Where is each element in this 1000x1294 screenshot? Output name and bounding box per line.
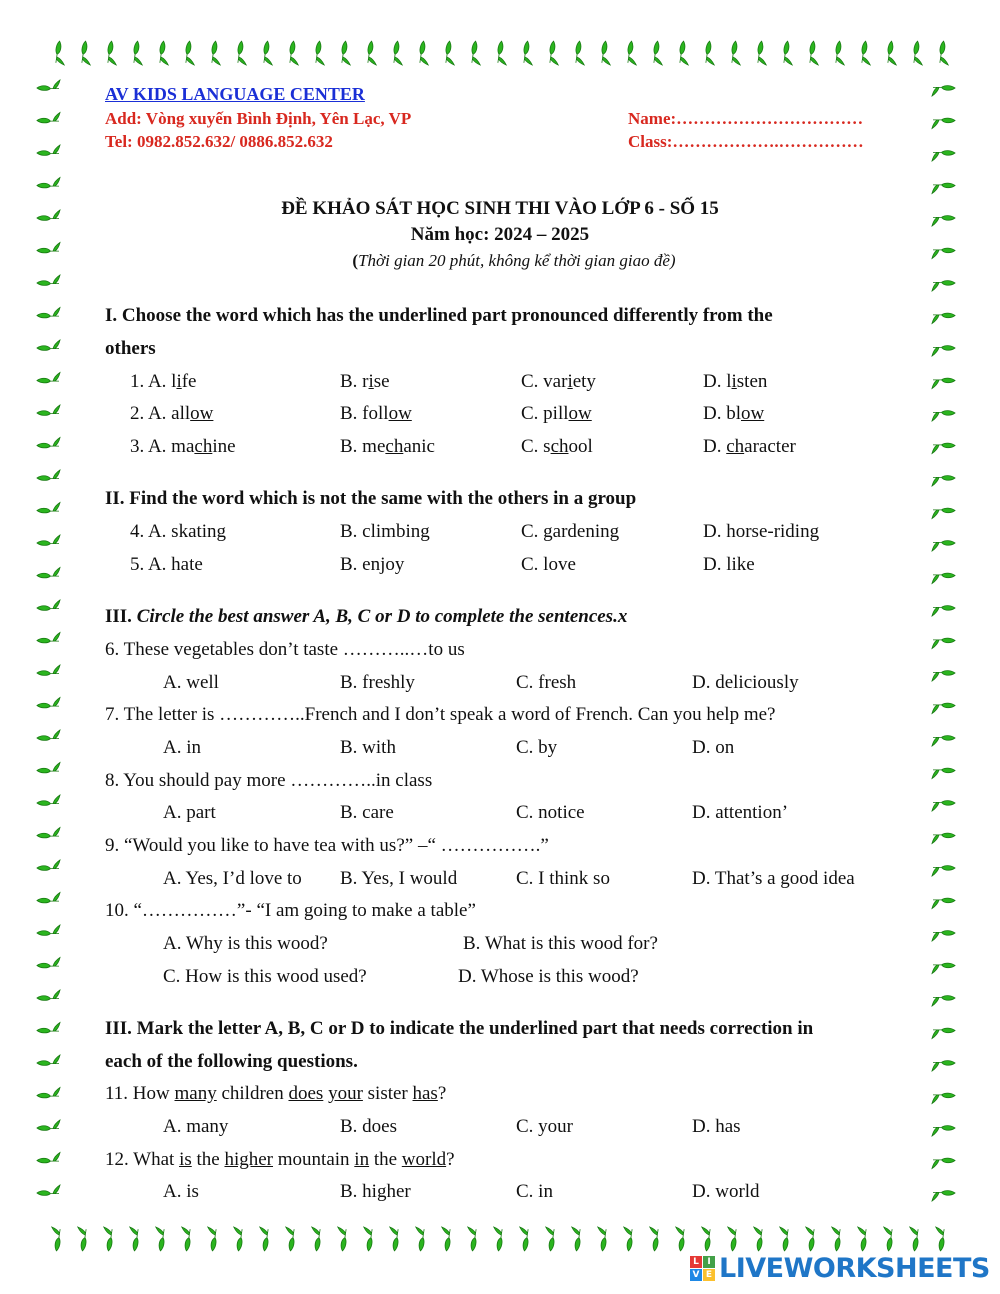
q8-option-b[interactable]: B. care [340, 802, 394, 823]
logo-letter: V [690, 1269, 702, 1281]
q10-option-b[interactable]: B. What is this wood for? [463, 933, 658, 954]
q5-option-d[interactable]: D. like [703, 554, 755, 575]
q4-option-b[interactable]: B. climbing [340, 521, 430, 542]
leaf-ornament [231, 1227, 244, 1251]
leaf-ornament [855, 1227, 868, 1251]
leaf-ornament [777, 1227, 790, 1251]
leaf-ornament [522, 41, 535, 65]
leaf-ornament [361, 1227, 374, 1251]
leaf-ornament [932, 996, 955, 1006]
leaf-ornament [751, 1227, 764, 1251]
q6-text: 6. These vegetables don’t taste ………..…to us [105, 639, 465, 660]
section-2-heading: II. Find the word which is not the same with the others in a group [105, 488, 637, 509]
q3-option-a[interactable]: 3. A. machine [130, 436, 236, 457]
leaf-ornament [37, 275, 60, 285]
logo-letter: L [690, 1256, 702, 1268]
leaf-ornament [569, 1227, 582, 1251]
logo-letter: E [703, 1269, 715, 1281]
leaf-ornament [932, 833, 955, 843]
q6-option-c[interactable]: C. fresh [516, 672, 577, 693]
q7-text: 7. The letter is …………..French and I don’t speak a word of French. Can you help me? [105, 704, 776, 725]
leaf-ornament [413, 1227, 426, 1251]
leaf-ornament [932, 281, 955, 291]
leaf-ornament [37, 633, 60, 643]
leaf-ornament [756, 41, 769, 65]
leaf-ornament [37, 893, 60, 903]
leaf-ornament [932, 573, 955, 583]
q4-option-a[interactable]: 4. A. skating [130, 521, 227, 542]
time-note [0, 251, 1000, 271]
leaf-ornament [932, 346, 955, 356]
leaf-ornament [37, 1153, 60, 1163]
section-1-heading-line2: others [105, 338, 156, 359]
q10-option-c[interactable]: C. How is this wood used? [163, 966, 367, 987]
q11-text: 11. How many children does your sister has? [105, 1083, 447, 1104]
leaf-ornament [621, 1227, 634, 1251]
leaf-ornament [626, 41, 639, 65]
q7-option-c[interactable]: C. by [516, 737, 558, 758]
leaf-ornament [595, 1227, 608, 1251]
leaf-ornament [314, 41, 327, 65]
leaf-ornament [37, 860, 60, 870]
q1-option-a[interactable]: 1. A. life [130, 371, 197, 392]
q9-option-d[interactable]: D. That’s a good idea [692, 868, 855, 889]
leaf-ornament [725, 1227, 738, 1251]
logo-letter: I [703, 1256, 715, 1268]
leaf-ornament [37, 730, 60, 740]
leaf-ornament [37, 405, 60, 415]
q4-option-c[interactable]: C. gardening [521, 521, 620, 542]
leaf-ornament [932, 1158, 955, 1168]
q11-option-c[interactable]: C. your [516, 1116, 573, 1137]
leaf-ornament [932, 898, 955, 908]
center-name-link[interactable]: AV KIDS LANGUAGE CENTER [105, 84, 365, 104]
leaf-ornament [932, 508, 955, 518]
leaf-ornament [262, 41, 275, 65]
leaf-ornament [37, 698, 60, 708]
leaf-ornament [730, 41, 743, 65]
q2-option-d[interactable]: D. blow [703, 403, 765, 424]
leaf-ornament [932, 703, 955, 713]
leaf-ornament [37, 600, 60, 610]
q3-option-c[interactable]: C. school [521, 436, 593, 457]
telephone-text: Tel: 0982.852.632/ 0886.852.632 [105, 132, 333, 151]
leaf-ornament [153, 1227, 166, 1251]
leaf-ornament [179, 1227, 192, 1251]
leaf-ornament [132, 41, 145, 65]
leaf-ornament [932, 1093, 955, 1103]
leaf-ornament [37, 665, 60, 675]
liveworksheets-text: LIVEWORKSHEETS [719, 1252, 990, 1284]
leaf-ornament [37, 340, 60, 350]
leaf-ornament [340, 41, 353, 65]
leaf-ornament [860, 41, 873, 65]
exam-title: ĐỀ KHẢO SÁT HỌC SINH THI VÀO LỚP 6 - SỐ 15 [281, 198, 719, 219]
leaf-ornament [37, 535, 60, 545]
leaf-ornament [37, 958, 60, 968]
leaf-ornament [37, 308, 60, 318]
leaf-ornament [444, 41, 457, 65]
leaf-ornament [932, 736, 955, 746]
section-1-heading-line1: I. Choose the word which has the underlined part pronounced differently from the [105, 305, 773, 326]
q2-option-c[interactable]: C. pillow [521, 403, 592, 424]
q8-text: 8. You should pay more …………..in class [105, 770, 433, 791]
leaf-ornament [210, 41, 223, 65]
leaf-ornament [932, 671, 955, 681]
leaf-ornament [932, 606, 955, 616]
q11-option-a[interactable]: A. many [163, 1116, 229, 1137]
leaf-ornament [257, 1227, 270, 1251]
leaf-ornament [932, 541, 955, 551]
leaf-ornament [75, 1227, 88, 1251]
leaf-ornament [912, 41, 925, 65]
q10-option-a[interactable]: A. Why is this wood? [163, 933, 328, 954]
q12-option-b[interactable]: B. higher [340, 1181, 411, 1202]
leaf-ornament [54, 41, 67, 65]
section-3-heading: III. Circle the best answer A, B, C or D to complete the sentences.x [105, 606, 628, 627]
leaf-ornament [49, 1227, 62, 1251]
leaf-ornament [829, 1227, 842, 1251]
q7-option-a[interactable]: A. in [163, 737, 201, 758]
leaf-ornament [673, 1227, 686, 1251]
leaf-ornament [932, 1191, 955, 1201]
q7-option-d[interactable]: D. on [692, 737, 735, 758]
leaf-ornament [37, 568, 60, 578]
leaf-ornament [932, 86, 955, 96]
q9-option-c[interactable]: C. I think so [516, 868, 610, 889]
leaf-ornament [932, 313, 955, 323]
leaf-ornament [543, 1227, 556, 1251]
leaf-ornament [37, 1055, 60, 1065]
leaf-ornament [938, 41, 951, 65]
q12-text: 12. What is the higher mountain in the world? [105, 1149, 455, 1170]
leaf-ornament [932, 963, 955, 973]
leaf-ornament [699, 1227, 712, 1251]
leaf-ornament [932, 378, 955, 388]
school-year: Năm học: 2024 – 2025 [410, 224, 590, 245]
section-4-heading-line1: III. Mark the letter A, B, C or D to indicate the underlined part that needs correction in [105, 1018, 814, 1039]
leaf-ornament [37, 1088, 60, 1098]
leaf-ornament [834, 41, 847, 65]
leaf-ornament [37, 113, 60, 123]
leaf-ornament [886, 41, 899, 65]
leaf-ornament [933, 1227, 946, 1251]
section-4-heading-line2: each of the following questions. [105, 1051, 358, 1072]
leaf-ornament [907, 1227, 920, 1251]
leaf-ornament [803, 1227, 816, 1251]
leaf-ornament [932, 1126, 955, 1136]
q1-option-c[interactable]: C. variety [521, 371, 596, 392]
leaf-ornament [678, 41, 691, 65]
leaf-ornament [496, 41, 509, 65]
liveworksheets-watermark [690, 1252, 990, 1284]
leaf-ornament [881, 1227, 894, 1251]
q9-option-a[interactable]: A. Yes, I’d love to [163, 868, 302, 889]
time-note-text: Thời gian 20 phút, không kể thời gian giao đề) [358, 251, 676, 270]
leaf-ornament [652, 41, 665, 65]
q2-option-b[interactable]: B. follow [340, 403, 412, 424]
q12-option-a[interactable]: A. is [163, 1181, 199, 1202]
leaf-ornament [932, 1061, 955, 1071]
q6-option-b[interactable]: B. freshly [340, 672, 415, 693]
leaf-ornament [704, 41, 717, 65]
leaf-ornament [288, 41, 301, 65]
leaf-ornament [37, 795, 60, 805]
q6-option-a[interactable]: A. well [163, 672, 219, 693]
leaf-ornament [517, 1227, 530, 1251]
leaf-ornament [470, 41, 483, 65]
leaf-ornament [158, 41, 171, 65]
leaf-ornament [932, 411, 955, 421]
leaf-ornament [465, 1227, 478, 1251]
leaf-ornament [37, 438, 60, 448]
leaf-ornament [309, 1227, 322, 1251]
leaf-ornament [932, 866, 955, 876]
q5-option-c[interactable]: C. love [521, 554, 576, 575]
leaf-ornament [101, 1227, 114, 1251]
leaf-ornament [600, 41, 613, 65]
leaf-ornament [782, 41, 795, 65]
leaf-ornament [439, 1227, 452, 1251]
q8-option-c[interactable]: C. notice [516, 802, 585, 823]
leaf-ornament [127, 1227, 140, 1251]
leaf-ornament [647, 1227, 660, 1251]
leaf-ornament [184, 41, 197, 65]
leaf-ornament [37, 925, 60, 935]
q11-option-b[interactable]: B. does [340, 1116, 397, 1137]
leaf-ornament [37, 145, 60, 155]
q8-option-d[interactable]: D. attention’ [692, 802, 789, 823]
leaf-ornament [37, 1185, 60, 1195]
q1-option-b[interactable]: B. rise [340, 371, 390, 392]
leaf-ornament [37, 470, 60, 480]
leaf-ornament [548, 41, 561, 65]
leaf-ornament [808, 41, 821, 65]
q10-option-d[interactable]: D. Whose is this wood? [458, 966, 639, 987]
leaf-ornament [932, 443, 955, 453]
q3-option-b[interactable]: B. mechanic [340, 436, 435, 457]
leaf-ornament [932, 118, 955, 128]
leaf-ornament [932, 1028, 955, 1038]
leaf-ornament [37, 373, 60, 383]
leaf-ornament [932, 638, 955, 648]
leaf-ornament [932, 183, 955, 193]
leaf-ornament [37, 990, 60, 1000]
leaf-ornament [932, 931, 955, 941]
leaf-ornament [37, 178, 60, 188]
leaf-ornament [932, 801, 955, 811]
q10-text: 10. “……………”- “I am going to make a table” [105, 900, 476, 921]
leaf-ornament [37, 503, 60, 513]
leaf-ornament [37, 1120, 60, 1130]
leaf-ornament [418, 41, 431, 65]
leaf-ornament [387, 1227, 400, 1251]
leaf-ornament [932, 768, 955, 778]
leaf-ornament [283, 1227, 296, 1251]
class-field: Class:……………….…………… [628, 132, 864, 151]
name-field: Name:…………………………… [628, 109, 864, 128]
q5-option-b[interactable]: B. enjoy [340, 554, 405, 575]
leaf-ornament [491, 1227, 504, 1251]
q12-option-d[interactable]: D. world [692, 1181, 760, 1202]
leaf-ornament [932, 151, 955, 161]
leaf-ornament [37, 828, 60, 838]
leaf-ornament [392, 41, 405, 65]
leaf-ornament [236, 41, 249, 65]
q9-text: 9. “Would you like to have tea with us?” –“ …………….” [105, 835, 549, 856]
q2-option-a[interactable]: 2. A. allow [130, 403, 214, 424]
q1-option-d[interactable]: D. listen [703, 371, 768, 392]
leaf-ornament [335, 1227, 348, 1251]
q12-option-c[interactable]: C. in [516, 1181, 553, 1202]
address-text: Add: Vòng xuyến Bình Định, Yên Lạc, VP [105, 109, 412, 128]
q3-option-d[interactable]: D. character [703, 436, 796, 457]
q4-option-d[interactable]: D. horse-riding [703, 521, 820, 542]
q11-option-d[interactable]: D. has [692, 1116, 741, 1137]
liveworksheets-logo-icon [690, 1256, 715, 1281]
q9-option-b[interactable]: B. Yes, I would [340, 868, 458, 889]
q5-option-a[interactable]: 5. A. hate [130, 554, 203, 575]
leaf-ornament [80, 41, 93, 65]
leaf-ornament [932, 476, 955, 486]
leaf-ornament [106, 41, 119, 65]
q8-option-a[interactable]: A. part [163, 802, 216, 823]
q6-option-d[interactable]: D. deliciously [692, 672, 799, 693]
leaf-ornament [366, 41, 379, 65]
leaf-ornament [37, 763, 60, 773]
leaf-ornament [37, 1023, 60, 1033]
leaf-ornament [37, 80, 60, 90]
q7-option-b[interactable]: B. with [340, 737, 396, 758]
time-note-paren: ( [352, 251, 359, 270]
leaf-ornament [205, 1227, 218, 1251]
leaf-ornament [574, 41, 587, 65]
